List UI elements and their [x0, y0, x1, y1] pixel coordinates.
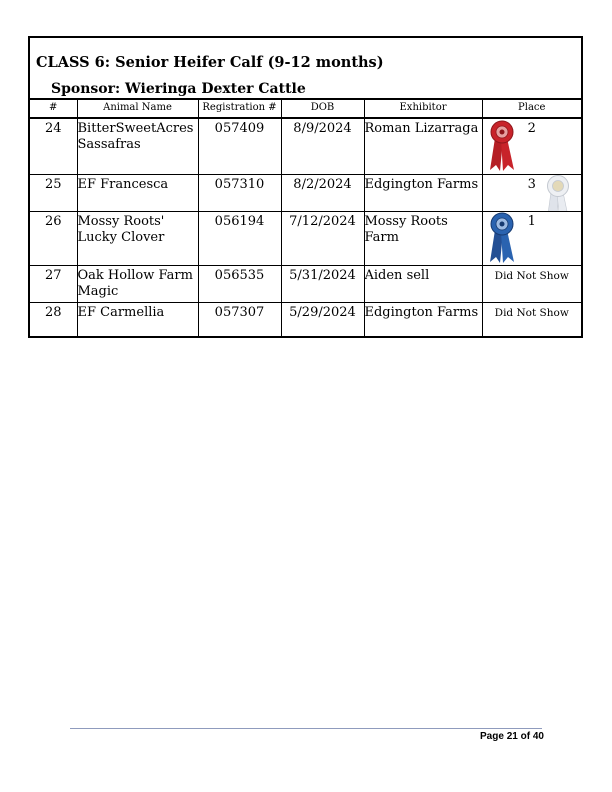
col-header-animal-name: Animal Name: [77, 100, 198, 118]
cell-registration: 057307: [198, 302, 281, 338]
cell-animal-name: EF Francesca: [77, 174, 198, 211]
cell-registration: 056535: [198, 265, 281, 302]
col-header-number: #: [30, 100, 77, 118]
cell-animal-name: Mossy Roots' Lucky Clover: [77, 211, 198, 265]
cell-dob: 8/2/2024: [281, 174, 364, 211]
col-header-place: Place: [482, 100, 581, 118]
table-row: [30, 174, 581, 211]
footer-rule: [70, 728, 542, 729]
col-header-exhibitor: Exhibitor: [364, 100, 482, 118]
cell-exhibitor: Aiden sell: [364, 265, 482, 302]
cell-number: 28: [30, 302, 77, 338]
cell-exhibitor: Edgington Farms: [364, 302, 482, 338]
cell-exhibitor: Edgington Farms: [364, 174, 482, 211]
cell-number: 26: [30, 211, 77, 265]
place-value: 2: [527, 121, 536, 136]
cell-dob: 5/29/2024: [281, 302, 364, 338]
cell-number: 25: [30, 174, 77, 211]
page-current: 21: [506, 731, 518, 742]
page-of: of: [520, 731, 531, 742]
col-header-dob: DOB: [281, 100, 364, 118]
place-value: Did Not Show: [494, 306, 569, 319]
cell-place: [482, 302, 581, 338]
cell-animal-name: BitterSweetAcres Sassafras: [77, 118, 198, 174]
table-row: [30, 211, 581, 265]
cell-dob: 7/12/2024: [281, 211, 364, 265]
table-row: [30, 265, 581, 302]
table-header-row: [30, 100, 581, 118]
page-total: 40: [532, 731, 544, 742]
page-prefix: Page: [480, 731, 504, 742]
cell-place: [482, 211, 581, 265]
class-title: CLASS 6: Senior Heifer Calf (9-12 months): [36, 54, 384, 71]
cell-number: 27: [30, 265, 77, 302]
cell-place: [482, 118, 581, 174]
white-ribbon-icon: [543, 175, 573, 212]
cell-place: [482, 174, 581, 211]
place-value: Did Not Show: [494, 269, 569, 282]
blue-ribbon-icon: [486, 212, 518, 264]
place-value: 1: [527, 213, 536, 229]
cell-dob: 8/9/2024: [281, 118, 364, 174]
cell-number: 24: [30, 118, 77, 174]
place-value: 3: [527, 176, 536, 192]
table-row: [30, 118, 581, 174]
sponsor-line: Sponsor: Wieringa Dexter Cattle: [51, 81, 306, 97]
cell-exhibitor: Roman Lizarraga: [364, 118, 482, 174]
cell-registration: 057409: [198, 118, 281, 174]
cell-registration: 056194: [198, 211, 281, 265]
cell-animal-name: Oak Hollow Farm Magic: [77, 265, 198, 302]
cell-registration: 057310: [198, 174, 281, 211]
cell-place: [482, 265, 581, 302]
class-results-box: [28, 36, 583, 338]
cell-dob: 5/31/2024: [281, 265, 364, 302]
table-row: [30, 302, 581, 338]
red-ribbon-icon: [486, 120, 518, 172]
cell-animal-name: EF Carmellia: [77, 302, 198, 338]
results-table: [30, 100, 581, 338]
page-number: [480, 731, 544, 742]
cell-exhibitor: Mossy Roots Farm: [364, 211, 482, 265]
col-header-registration: Registration #: [198, 100, 281, 118]
